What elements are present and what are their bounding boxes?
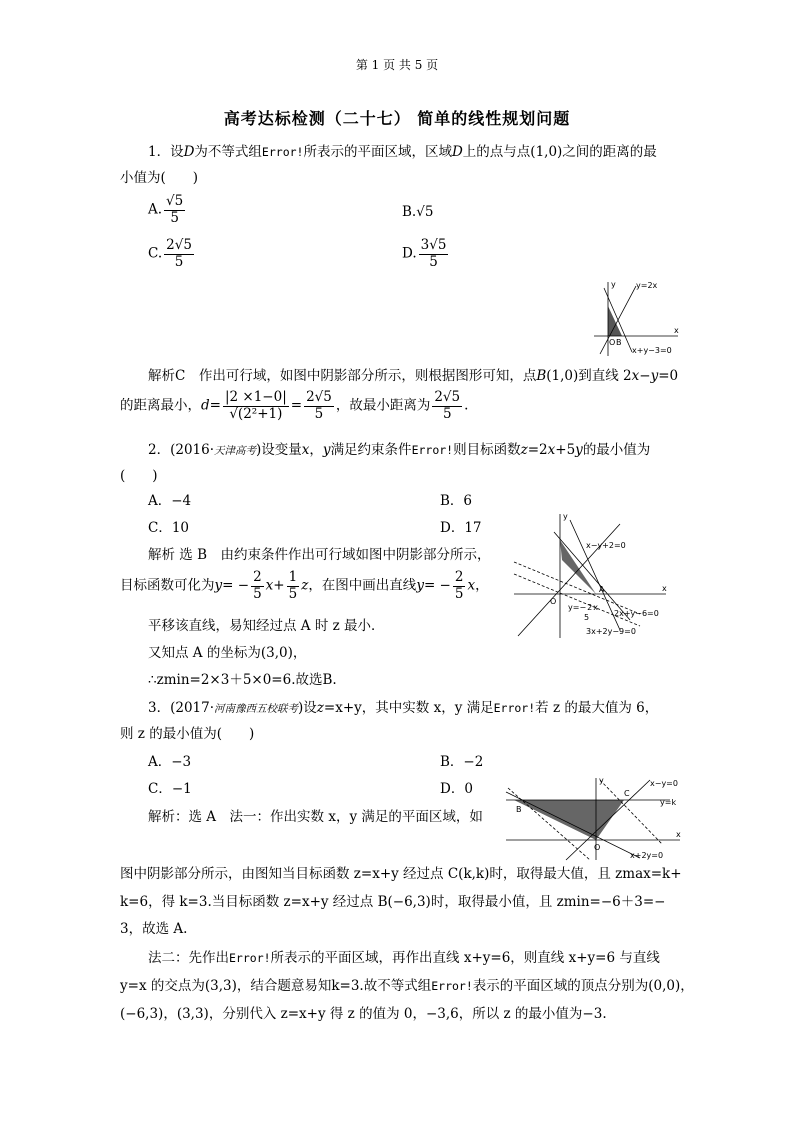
q2-l1-label: x−y+2=0 (586, 541, 626, 550)
q3-option-a: A．−3 (148, 754, 192, 770)
q3-x-label: x (676, 830, 681, 839)
q1-option-b: B.√5 (402, 204, 434, 220)
q1-stem-line2: 小值为( ) (120, 170, 199, 186)
q3-solution-line5: 法二：先作出Error!所表示的平面区域，再作出直线 x+y=6，则直线 x+y=6 与直线 (148, 950, 660, 966)
q2-figure (510, 510, 670, 640)
q1-option-c: C. $\frac{2√5}{5}$ (148, 237, 192, 270)
q2-solution-line4: 又知点 A 的坐标为(3,0)， (148, 645, 307, 661)
q3-point-c-label: C (624, 789, 630, 798)
q2-origin-label: O (550, 597, 557, 606)
q3-stem-line2: 则 z 的最小值为( ) (120, 726, 255, 742)
q3-l1-label: x−y=0 (650, 779, 678, 788)
q2-option-c: C．10 (148, 520, 190, 536)
q3-stem-line1: 3．(2017·河南豫西五校联考)设z=x+y，其中实数 x，y 满足Error!若 z 的最大值为 6， (148, 700, 659, 716)
q3-solution-line2: 图中阴影部分所示，由图知当目标函数 z=x+y 经过点 C(k,k)时，取得最大值，且 zmax=k+ (120, 866, 682, 882)
q3-solution-line1: 解析：选 A 法一：作出实数 x，y 满足的平面区域，如 (148, 809, 483, 825)
q1-origin-label: O (609, 338, 616, 347)
q2-option-d: D．17 (440, 520, 482, 536)
q2-solution-line1: 解析 选 B 由约束条件作出可行域如图中阴影部分所示， (148, 547, 491, 563)
page-title: 高考达标检测（二十七） 简单的线性规划问题 (223, 109, 571, 128)
q2-solution-line2: 目标函数可化为y= − $\frac{2}{5}$ x+ $\frac{1}{5}$ z，在图中画出直线y= − $\frac{2}{5}$ x， (120, 569, 489, 602)
q3-solution-line6: y=x 的交点为(3,3)，结合题意易知k=3.故不等式组Error!表示的平面区域的顶点分别为(0,0)， (120, 978, 694, 994)
q1-line2-label: x+y−3=0 (632, 346, 672, 355)
q3-figure (500, 774, 685, 862)
q3-l2-label: y=k (660, 798, 677, 807)
q2-dashed-line-2 (514, 574, 640, 626)
q2-l4-label: 3x+2y−9=0 (586, 627, 636, 636)
q2-x-label: x (662, 584, 667, 593)
q1-stem-line1: 1．设D为不等式组Error!所表示的平面区域，区域D上的点与点(1,0)之间的距离的最 (148, 144, 657, 160)
q3-origin-label: O (594, 843, 601, 852)
q1-line1-label: y=2x (636, 281, 658, 290)
q3-l3-label: x+2y=0 (630, 851, 664, 860)
q3-option-b: B．−2 (440, 754, 484, 770)
q1-option-a: A. $\frac{√5}{5}$ (148, 193, 184, 226)
q3-point-b-label: B (516, 805, 522, 814)
q3-option-d: D．0 (440, 781, 473, 797)
q2-stem-line2: ( ) (120, 468, 158, 484)
q1-point-b-label: B (616, 338, 622, 347)
q3-source: 河南豫西五校联考 (214, 703, 299, 715)
q2-stem-line1: 2．(2016·天津高考)设变量x，y满足约束条件Error!则目标函数z=2x+5y的最小值为 (148, 442, 651, 458)
q2-option-a: A．−4 (148, 493, 192, 509)
q2-option-b: B．6 (440, 493, 473, 509)
q2-source: 天津高考 (214, 445, 257, 457)
q1-x-label: x (674, 326, 679, 335)
q2-solution-line3: 平移该直线，易知经过点 A 时 z 最小． (148, 618, 385, 634)
q3-option-c: C．−1 (148, 781, 192, 797)
q3-solution-line7: (−6,3)，(3,3)，分别代入 z=x+y 得 z 的值为 0，−3,6，所以 z 的最小值为−3. (120, 1006, 607, 1022)
q2-solution-line5: ∴zmin=2×3＋5×0=6.故选B. (148, 672, 337, 688)
q3-solution-line4: 3，故选 A. (120, 921, 188, 937)
q2-y-label: y (563, 512, 568, 521)
q2-point-a-label: A (599, 585, 605, 594)
q3-y-label: y (599, 776, 604, 785)
q1-solution-line2: 的距离最小，d= $\frac{|2 \times 1-0|}{\text{√(2²+1)}}$ = $\frac{2√5}{5}$ ，故最小距离为 $\frac{2√5}{5}$ . (120, 389, 469, 422)
q1-y-label: y (611, 280, 616, 289)
page-header: 第 1 页 共 5 页 (355, 58, 439, 72)
q2-l2-den: 5 (584, 613, 590, 622)
q1-option-d: D. $\frac{3√5}{5}$ (402, 237, 447, 270)
q1-feasible-region (608, 306, 622, 336)
q2-l3-label: 2x+y−6=0 (614, 609, 659, 618)
q3-solution-line3: k=6，得 k=3.当目标函数 z=x+y 经过点 B(−6,3)时，取得最小值，且 zmin=−6＋3=− (120, 894, 666, 910)
q1-figure (592, 278, 682, 358)
q2-l2-label: y=−2x (568, 603, 598, 612)
q1-solution-line1: 解析C 作出可行域，如图中阴影部分所示，则根据图形可知，点B(1,0)到直线 2x−y=0 (148, 368, 679, 384)
